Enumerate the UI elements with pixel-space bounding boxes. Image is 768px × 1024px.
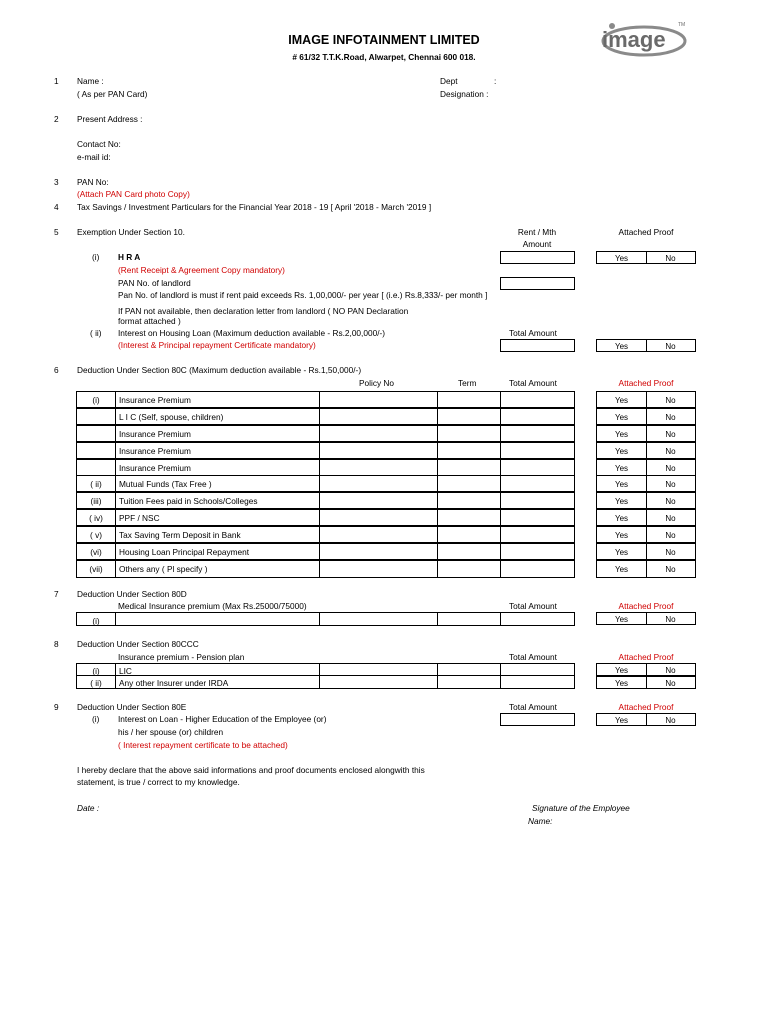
no-option[interactable]: No xyxy=(665,514,676,523)
no-option[interactable]: No xyxy=(665,666,676,675)
rent-header: Rent / Mth xyxy=(517,227,557,237)
education-loan-amount-field[interactable] xyxy=(500,713,575,726)
yes-option[interactable]: Yes xyxy=(614,342,629,351)
name-label: Name : xyxy=(77,76,104,86)
education-loan-label-2: his / her spouse (or) children xyxy=(118,727,224,737)
term-cell[interactable] xyxy=(437,527,438,542)
company-title: IMAGE INFOTAINMENT LIMITED xyxy=(288,33,480,47)
amount-cell[interactable] xyxy=(500,510,501,525)
item-number: ( ii) xyxy=(90,328,102,338)
amount-cell[interactable] xyxy=(500,409,501,424)
amount-cell[interactable] xyxy=(500,476,501,491)
label-cell xyxy=(115,544,250,559)
section-number: 2 xyxy=(54,114,59,124)
term-cell[interactable] xyxy=(437,561,438,577)
pan-attach-note: (Attach PAN Card photo Copy) xyxy=(77,189,190,199)
pan-no-label: PAN No: xyxy=(77,177,109,187)
pan-landlord-rule: Pan No. of landlord is must if rent paid exceeds Rs. 1,00,000/- per year [ (i.e.) Rs.8,333/- per month ] xyxy=(118,290,488,300)
table-row xyxy=(76,526,575,543)
pan-card-note: ( As per PAN Card) xyxy=(77,89,148,99)
lic-label: LIC xyxy=(119,666,132,676)
total-amount-header: Total Amount xyxy=(509,328,557,338)
no-option[interactable]: No xyxy=(665,413,676,422)
no-option[interactable]: No xyxy=(665,396,676,405)
company-logo xyxy=(596,18,688,60)
policy-cell[interactable] xyxy=(319,544,320,559)
amount-cell[interactable] xyxy=(500,443,501,458)
row-label: Insurance Premium xyxy=(119,463,191,473)
section-number: 1 xyxy=(54,76,59,86)
total-amount-header: Total Amount xyxy=(509,378,557,388)
item-number: (i) xyxy=(92,395,100,405)
no-option[interactable]: No xyxy=(665,342,676,351)
policy-cell[interactable] xyxy=(319,460,320,475)
label-cell xyxy=(115,460,191,475)
item-number: (iii) xyxy=(90,496,102,506)
label-cell xyxy=(115,409,224,424)
total-amount-header: Total Amount xyxy=(509,601,557,611)
row-label: Insurance Premium xyxy=(119,446,191,456)
item-number: ( iv) xyxy=(89,513,103,523)
term-cell[interactable] xyxy=(437,409,438,424)
proof-choice[interactable] xyxy=(596,509,696,526)
term-cell[interactable] xyxy=(437,392,438,407)
row-label: Tuition Fees paid in Schools/Colleges xyxy=(119,496,258,506)
employee-name-label: Name: xyxy=(528,816,553,826)
declaration-text-2: statement, is true / correct to my knowledge. xyxy=(77,777,240,787)
row-label: Insurance Premium xyxy=(119,429,191,439)
hra-label: H R A xyxy=(118,252,141,262)
hra-proof-choice[interactable] xyxy=(596,251,696,264)
yes-option[interactable]: Yes xyxy=(614,396,629,405)
table-row xyxy=(76,425,575,442)
section-number: 5 xyxy=(54,227,59,237)
no-option[interactable]: No xyxy=(665,497,676,506)
policy-cell[interactable] xyxy=(319,443,320,458)
proof-choice[interactable] xyxy=(596,526,696,543)
no-option[interactable]: No xyxy=(665,548,676,557)
yes-option[interactable]: Yes xyxy=(614,497,629,506)
table-row xyxy=(76,408,575,425)
policy-cell[interactable] xyxy=(319,392,320,407)
label-cell xyxy=(115,510,160,525)
section-number: 9 xyxy=(54,702,59,712)
amount-cell[interactable] xyxy=(500,676,501,688)
item-number: (vii) xyxy=(89,564,103,574)
declaration-text: I hereby declare that the above said informations and proof documents enclosed alongwith this xyxy=(77,765,425,775)
proof-choice[interactable] xyxy=(596,459,696,476)
no-option[interactable]: No xyxy=(665,480,676,489)
no-option[interactable]: No xyxy=(665,679,676,688)
section-number: 8 xyxy=(54,639,59,649)
row-label: Tax Saving Term Deposit in Bank xyxy=(119,530,241,540)
policy-no-header: Policy No xyxy=(359,378,395,388)
policy-cell[interactable] xyxy=(319,664,320,675)
item-number: (i) xyxy=(92,714,100,724)
policy-cell[interactable] xyxy=(319,426,320,441)
irda-proof-choice[interactable] xyxy=(596,676,696,689)
term-cell[interactable] xyxy=(437,476,438,491)
proof-choice[interactable] xyxy=(596,475,696,492)
label-cell xyxy=(115,476,212,491)
date-label: Date : xyxy=(77,803,100,813)
section80ccc-title: Deduction Under Section 80CCC xyxy=(77,639,199,649)
label-cell xyxy=(115,561,208,577)
proof-choice[interactable] xyxy=(596,492,696,509)
term-cell[interactable] xyxy=(437,443,438,458)
item-number: (vi) xyxy=(90,547,102,557)
term-cell[interactable] xyxy=(437,510,438,525)
no-option[interactable]: No xyxy=(665,531,676,540)
amount-cell[interactable] xyxy=(500,561,501,577)
housing-loan-amount-field[interactable] xyxy=(500,339,575,352)
contact-label: Contact No: xyxy=(77,139,121,149)
row-label: Housing Loan Principal Repayment xyxy=(119,547,250,557)
item-number: (i) xyxy=(92,616,100,626)
pan-landlord-label: PAN No. of landlord xyxy=(118,278,191,288)
lic-proof-choice[interactable] xyxy=(596,663,696,676)
section80d-title: Deduction Under Section 80D xyxy=(77,589,187,599)
no-pan-note: If PAN not available, then declaration letter from landlord ( NO PAN Declaration xyxy=(118,306,409,316)
proof-choice[interactable] xyxy=(596,560,696,578)
label-cell xyxy=(115,392,191,407)
medical-insurance-label: Medical Insurance premium (Max Rs.25000/75000) xyxy=(118,601,307,611)
section-number: 4 xyxy=(54,202,59,212)
row-label: L I C (Self, spouse, children) xyxy=(119,412,224,422)
tax-savings-heading: Tax Savings / Investment Particulars for the Financial Year 2018 - 19 [ April '2018 - March '2019 ] xyxy=(77,202,432,212)
amount-cell[interactable] xyxy=(500,544,501,559)
proof-choice[interactable] xyxy=(596,391,696,408)
term-cell[interactable] xyxy=(437,426,438,441)
label-cell xyxy=(115,527,241,542)
yes-option[interactable]: Yes xyxy=(614,514,629,523)
no-option[interactable]: No xyxy=(665,464,676,473)
amount-header: Amount xyxy=(522,239,552,249)
present-address-label: Present Address : xyxy=(77,114,143,124)
label-cell xyxy=(115,443,191,458)
pan-landlord-field[interactable] xyxy=(500,277,575,290)
total-amount-header: Total Amount xyxy=(509,652,557,662)
policy-cell[interactable] xyxy=(319,527,320,542)
hra-note: (Rent Receipt & Agreement Copy mandatory) xyxy=(118,265,285,275)
amount-cell[interactable] xyxy=(500,527,501,542)
no-option[interactable]: No xyxy=(665,565,676,574)
amount-cell[interactable] xyxy=(500,493,501,508)
row-label: PPF / NSC xyxy=(119,513,160,523)
term-header: Term xyxy=(458,378,477,388)
no-pan-note-2: format attached ) xyxy=(118,316,181,326)
no-option[interactable]: No xyxy=(665,716,676,725)
proof-choice[interactable] xyxy=(596,425,696,442)
term-cell[interactable] xyxy=(437,544,438,559)
no-option[interactable]: No xyxy=(665,430,676,439)
dept-colon: : xyxy=(494,76,497,86)
term-cell[interactable] xyxy=(437,613,438,625)
yes-option[interactable]: Yes xyxy=(614,531,629,540)
row-label: Mutual Funds (Tax Free ) xyxy=(119,479,212,489)
yes-option[interactable]: Yes xyxy=(614,254,629,263)
term-cell[interactable] xyxy=(437,676,438,688)
irda-label: Any other Insurer under IRDA xyxy=(119,678,229,688)
section-number: 7 xyxy=(54,589,59,599)
term-cell[interactable] xyxy=(437,460,438,475)
medical-proof-choice[interactable] xyxy=(596,612,696,625)
label-cell xyxy=(115,426,191,441)
company-address: # 61/32 T.T.K.Road, Alwarpet, Chennai 600 018. xyxy=(292,52,476,62)
education-loan-proof-choice[interactable] xyxy=(596,713,696,726)
no-option[interactable]: No xyxy=(665,254,676,263)
svg-text:TM: TM xyxy=(678,22,686,28)
table-row xyxy=(76,509,575,526)
amount-cell[interactable] xyxy=(500,664,501,675)
term-cell[interactable] xyxy=(437,664,438,675)
total-amount-header: Total Amount xyxy=(509,702,557,712)
yes-option[interactable]: Yes xyxy=(614,464,629,473)
table-row xyxy=(76,459,575,476)
yes-option[interactable]: Yes xyxy=(614,548,629,557)
item-number: ( ii) xyxy=(90,678,102,688)
yes-option[interactable]: Yes xyxy=(614,666,629,675)
dept-label: Dept xyxy=(440,76,458,86)
proof-choice[interactable] xyxy=(596,543,696,560)
item-number: ( ii) xyxy=(90,479,102,489)
row-label: Others any ( Pl specify ) xyxy=(119,564,208,574)
policy-cell[interactable] xyxy=(319,476,320,491)
pension-plan-label: Insurance premium - Pension plan xyxy=(118,652,245,662)
table-row xyxy=(76,475,575,492)
amount-cell[interactable] xyxy=(500,426,501,441)
section-number: 6 xyxy=(54,365,59,375)
yes-option[interactable]: Yes xyxy=(614,679,629,688)
table-row xyxy=(76,543,575,560)
education-loan-note: ( Interest repayment certificate to be attached) xyxy=(118,740,288,750)
attached-proof-header: Attached Proof xyxy=(618,601,674,611)
item-number: (i) xyxy=(92,666,100,676)
housing-loan-label: Interest on Housing Loan (Maximum deduction available - Rs.2,00,000/-) xyxy=(118,328,386,338)
yes-option[interactable]: Yes xyxy=(614,480,629,489)
housing-loan-proof-choice[interactable] xyxy=(596,339,696,352)
no-option[interactable]: No xyxy=(665,615,676,624)
section-number: 3 xyxy=(54,177,59,187)
email-label: e-mail id: xyxy=(77,152,111,162)
housing-loan-note: (Interest & Principal repayment Certificate mandatory) xyxy=(118,340,316,350)
signature-label: Signature of the Employee xyxy=(532,803,630,813)
proof-choice[interactable] xyxy=(596,442,696,459)
policy-cell[interactable] xyxy=(319,613,320,625)
yes-option[interactable]: Yes xyxy=(614,565,629,574)
svg-text:image: image xyxy=(602,27,666,52)
yes-option[interactable]: Yes xyxy=(614,615,629,624)
attached-proof-header: Attached Proof xyxy=(618,378,674,388)
yes-option[interactable]: Yes xyxy=(614,413,629,422)
designation-label: Designation : xyxy=(440,89,489,99)
section80c-title: Deduction Under Section 80C (Maximum deduction available - Rs.1,50,000/-) xyxy=(77,365,362,375)
table-row xyxy=(76,492,575,509)
amount-cell[interactable] xyxy=(500,613,501,625)
yes-option[interactable]: Yes xyxy=(614,716,629,725)
item-number: (i) xyxy=(92,252,100,262)
policy-cell[interactable] xyxy=(319,493,320,508)
attached-proof-header: Attached Proof xyxy=(618,227,674,237)
table-row xyxy=(76,391,575,408)
attached-proof-header: Attached Proof xyxy=(618,702,674,712)
proof-choice[interactable] xyxy=(596,408,696,425)
medical-insurance-row xyxy=(76,612,575,626)
name-cell[interactable] xyxy=(115,613,116,625)
education-loan-label: Interest on Loan - Higher Education of the Employee (or) xyxy=(118,714,327,724)
yes-option[interactable]: Yes xyxy=(614,447,629,456)
no-option[interactable]: No xyxy=(665,447,676,456)
term-cell[interactable] xyxy=(437,493,438,508)
policy-cell[interactable] xyxy=(319,409,320,424)
amount-cell[interactable] xyxy=(500,460,501,475)
hra-amount-field[interactable] xyxy=(500,251,575,264)
policy-cell[interactable] xyxy=(319,676,320,688)
yes-option[interactable]: Yes xyxy=(614,430,629,439)
table-row xyxy=(76,560,575,578)
policy-cell[interactable] xyxy=(319,561,320,577)
attached-proof-header: Attached Proof xyxy=(618,652,674,662)
section10-title: Exemption Under Section 10. xyxy=(77,227,185,237)
table-row xyxy=(76,442,575,459)
amount-cell[interactable] xyxy=(500,392,501,407)
label-cell xyxy=(115,493,258,508)
policy-cell[interactable] xyxy=(319,510,320,525)
item-number: ( v) xyxy=(90,530,102,540)
irda-row xyxy=(76,675,575,689)
row-label: Insurance Premium xyxy=(119,395,191,405)
section80e-title: Deduction Under Section 80E xyxy=(77,702,187,712)
